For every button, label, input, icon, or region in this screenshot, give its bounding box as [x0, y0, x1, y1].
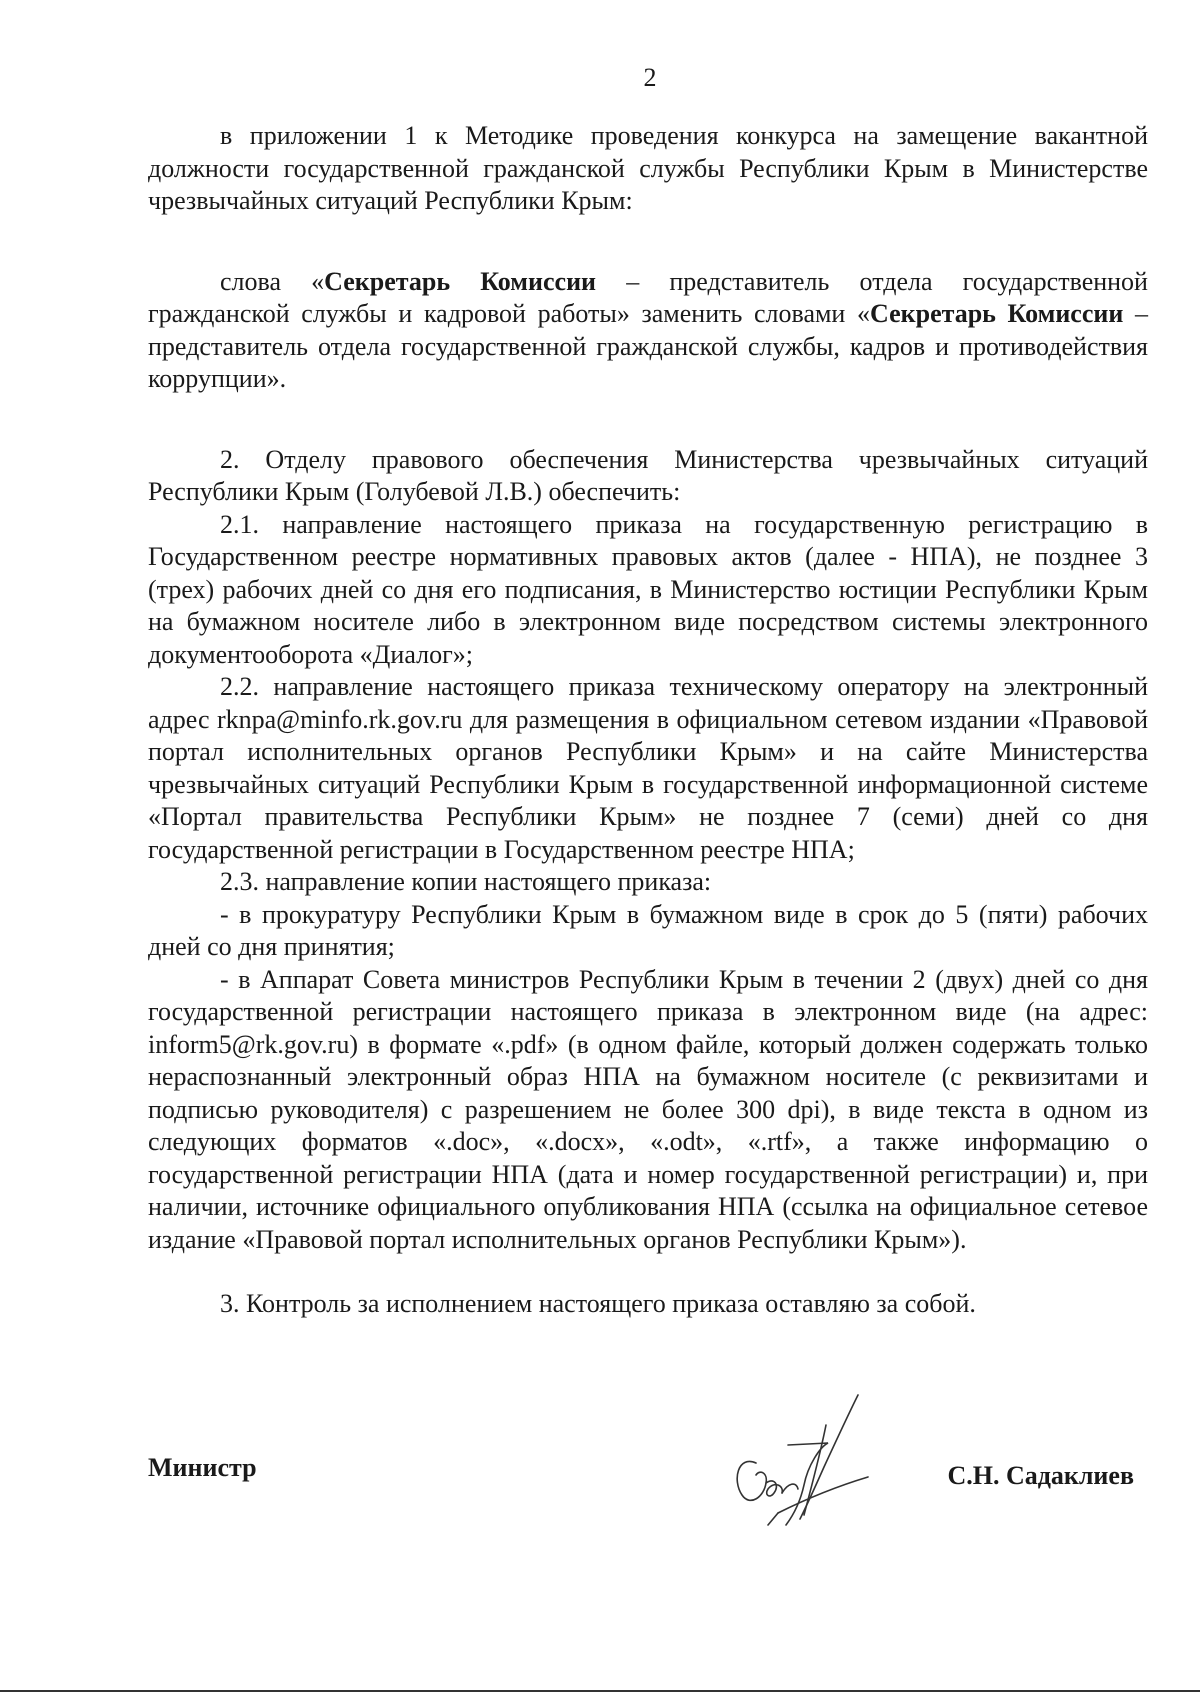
paragraph-item-2-2: 2.2. направление настоящего приказа техническому оператору на электронный адрес rknpa@minfo.rk.gov.ru для размещения в официальном сетевом издании «Правовой портал исполнительных органов Республики Крым» и на сайте Министерства чрезвычайных ситуаций Республики Крым в государственной информационной системе «Портал правительства Республики Крым» не позднее 7 (семи) дней со дня государственной регистрации в Государственном реестре НПА; [148, 672, 1148, 864]
replacement-bold-2: Секретарь Комиссии [870, 299, 1124, 328]
replacement-text-1: слова « [220, 266, 325, 296]
paragraph-item-2-1: 2.1. направление настоящего приказа на государственную регистрацию в Государственном реестре нормативных правовых актов (далее - НПА), не позднее 3 (трех) рабочих дней со дня его подписания, в Министерство юстиции Республики Крым на бумажном носителе либо в электронном виде посредством системы электронного документооборота «Диалог»; [148, 509, 1148, 669]
paragraph-prosecutor: - в прокуратуру Республики Крым в бумажном виде в срок до 5 (пяти) рабочих дней со дня принятия; [148, 899, 1148, 961]
replacement-text-3: – представитель отдела государственной гражданской службы, кадров и противодействия коррупции». [148, 299, 1148, 393]
document-body [148, 120, 1148, 1321]
handwritten-signature [708, 1385, 888, 1535]
paragraph-replacement [148, 266, 1148, 396]
replacement-bold-1: Секретарь Комиссии [324, 266, 597, 296]
signatory-role: Министр [148, 1453, 257, 1482]
paragraph-item-2-3: 2.3. направление копии настоящего приказа: [220, 867, 712, 896]
paragraph-item-3: 3. Контроль за исполнением настоящего приказа оставляю за собой. [220, 1289, 976, 1318]
bottom-edge-line [0, 1690, 1200, 1692]
replacement-text-2: – представитель отдела государственной гражданской службы и кадровой работы» заменить словами « [148, 266, 1148, 328]
paragraph-item-2: 2. Отделу правового обеспечения Министерства чрезвычайных ситуаций Республики Крым (Голубевой Л.В.) обеспечить: [148, 444, 1148, 506]
signature-block [148, 1440, 1134, 1520]
signatory-name: С.Н. Садаклиев [947, 1461, 1134, 1490]
page-number: 2 [643, 63, 657, 92]
paragraph-annex-intro: в приложении 1 к Методике проведения конкурса на замещение вакантной должности государственной гражданской службы Республики Крым в Министерстве чрезвычайных ситуаций Республики Крым: [148, 121, 1148, 215]
paragraph-council-apparatus: - в Аппарат Совета министров Республики Крым в течении 2 (двух) дней со дня государственной регистрации настоящего приказа в электронном виде (на адрес: inform5@rk.gov.ru) в формате «.pdf» (в одном файле, который должен содержать только нераспознанный электронный образ НПА на бумажном носителе (с реквизитами и подписью руководителя) с разрешением не более 300 dpi), в виде текста в одном из следующих форматов «.doc», «.docx», «.odt», «.rtf», а также информацию о государственной регистрации НПА (дата и номер государственной регистрации) и, при наличии, источнике официального опубликования НПА (ссылка на официальное сетевое издание «Правовой портал исполнительных органов Республики Крым»). [148, 964, 1148, 1254]
